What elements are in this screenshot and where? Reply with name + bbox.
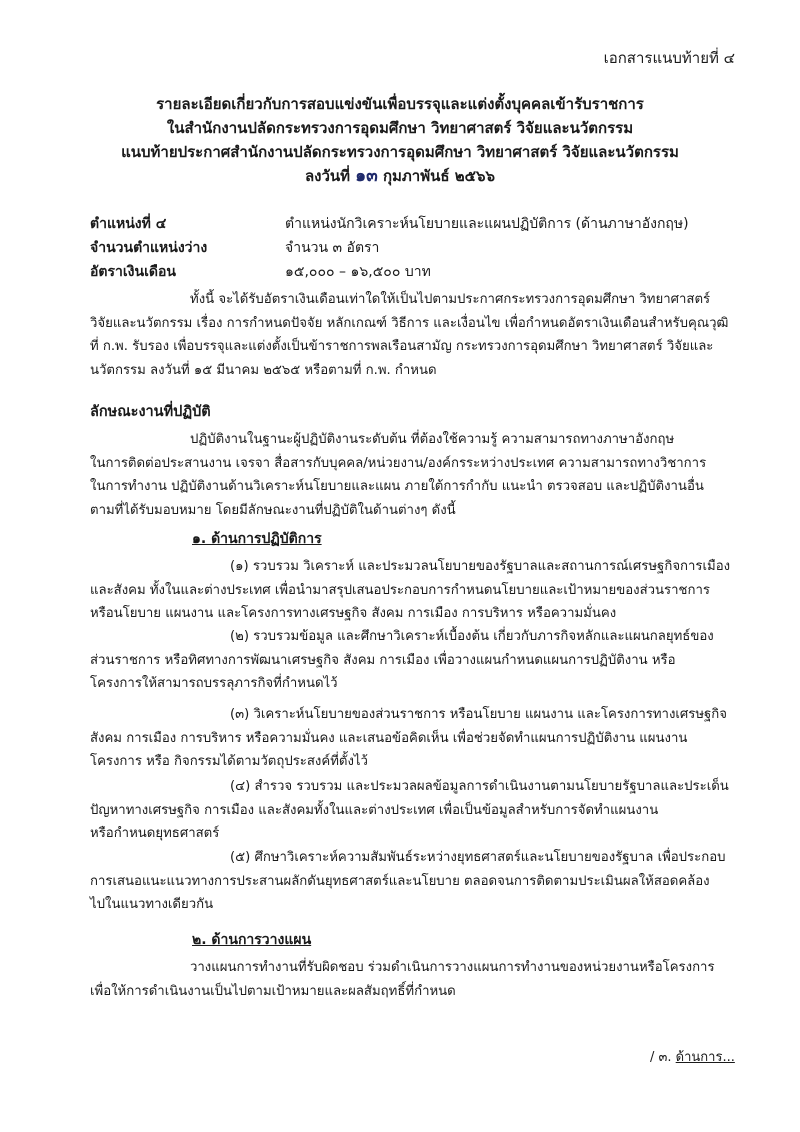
text-line: ตามที่ได้รับมอบหมาย โดยมีลักษณะงานที่ปฏิบัติในด้านต่างๆ ดังนี้ — [90, 502, 456, 518]
title-line-3: แนบท้ายประกาศสำนักงานปลัดกระทรวงการอุดมศึกษา วิทยาศาสตร์ วิจัยและนวัตกรรม — [121, 143, 679, 161]
text-line: (๑) รวบรวม วิเคราะห์ และประมวลนโยบายของรัฐบาลและสถานการณ์เศรษฐกิจการเมือง — [230, 559, 731, 574]
text-line: ไปในแนวทางเดียวกัน — [90, 897, 214, 912]
salary-note-paragraph — [90, 288, 730, 382]
date-rest: กุมภาพันธ์ ๒๕๖๖ — [382, 167, 496, 185]
date-day: ๑๓ — [355, 166, 378, 186]
info-label: จำนวนตำแหน่งว่าง — [90, 240, 208, 256]
text-line: ทั้งนี้ จะได้รับอัตราเงินเดือนเท่าใดให้เป็นไปตามประกาศกระทรวงการอุดมศึกษา วิทยาศาสตร์ — [190, 292, 711, 307]
continuation-text: ด้านการ... — [675, 1050, 735, 1065]
text-line: ในการทำงาน ปฏิบัติงานด้านวิเคราะห์นโยบายและแผน ภายใต้การกำกับ แนะนำ ตรวจสอบ และปฏิบัติงานอื่น — [90, 479, 704, 494]
text-line: โครงการให้สามารถบรรลุภารกิจที่กำหนดไว้ — [90, 676, 338, 691]
job-intro-paragraph — [90, 428, 730, 522]
date-prefix: ลงวันที่ — [304, 167, 351, 185]
info-value: ๑๕,๐๐๐ – ๑๖,๕๐๐ บาท — [285, 264, 431, 280]
text-line: สังคม การเมือง การบริหาร หรือความมั่นคง และเสนอข้อคิดเห็น เพื่อช่วยจัดทำแผนการปฏิบัติงาน แผนงาน — [90, 730, 688, 746]
title-line-2: ในสำนักงานปลัดกระทรวงการอุดมศึกษา วิทยาศาสตร์ วิจัยและนวัตกรรม — [166, 119, 634, 137]
title-date — [0, 164, 800, 188]
section-1-item-5 — [90, 846, 730, 917]
text-line: ปฏิบัติงานในฐานะผู้ปฏิบัติงานระดับต้น ที่ต้องใช้ความรู้ ความสามารถทางภาษาอังกฤษ — [190, 432, 675, 447]
text-line: (๒) รวบรวมข้อมูล และศึกษาวิเคราะห์เบื้องต้น เกี่ยวกับภารกิจหลักและแผนกลยุทธ์ของ — [230, 629, 714, 644]
text-line: (๓) วิเคราะห์นโยบายของส่วนราชการ หรือนโยบาย แผนงาน และโครงการทางเศรษฐกิจ — [230, 707, 728, 722]
text-line: โครงการ หรือ กิจกรรมได้ตามวัตถุประสงค์ที่ตั้งไว้ — [90, 754, 368, 769]
document-title — [0, 92, 800, 188]
section-1-item-3 — [90, 703, 730, 774]
text-line: ในการติดต่อประสานงาน เจรจา สื่อสารกับบุคคล/หน่วยงาน/องค์กรระหว่างประเทศ ความสามารถทางวิชาการ — [90, 455, 707, 471]
section-2-paragraph — [90, 956, 730, 1003]
text-line: (๕) ศึกษาวิเคราะห์ความสัมพันธ์ระหว่างยุทธศาสตร์และนโยบายของรัฐบาล เพื่อประกอบ — [230, 850, 726, 865]
text-line: และสังคม ทั้งในและต่างประเทศ เพื่อนำมาสรุปเสนอประกอบการกำหนดนโยบายและเป้าหมายของส่วนราชการ — [90, 582, 710, 598]
section-1-item-1 — [90, 555, 730, 626]
info-row-salary — [90, 260, 689, 284]
text-line: นวัตกรรม ลงวันที่ ๑๕ มีนาคม ๒๕๖๕ หรือตามที่ ก.พ. กำหนด — [90, 362, 437, 378]
info-value: จำนวน ๓ อัตรา — [285, 240, 380, 256]
section-1-item-2 — [90, 625, 730, 696]
info-label: อัตราเงินเดือน — [90, 264, 176, 280]
text-line: หรือกำหนดยุทธศาสตร์ — [90, 826, 220, 841]
page-continuation — [650, 1046, 735, 1067]
text-line: ที่ ก.พ. รับรอง เพื่อบรรจุและแต่งตั้งเป็นข้าราชการพลเรือนสามัญ กระทรวงการอุดมศึกษา วิทยาศาสตร์ วิจัยและ — [90, 339, 714, 354]
text-line: วางแผนการทำงานที่รับผิดชอบ ร่วมดำเนินการวางแผนการทำงานของหน่วยงานหรือโครงการ — [190, 960, 715, 975]
info-label: ตำแหน่งที่ ๔ — [90, 216, 167, 232]
info-value: ตำแหน่งนักวิเคราะห์นโยบายและแผนปฏิบัติการ (ด้านภาษาอังกฤษ) — [285, 216, 689, 232]
position-info-table — [90, 212, 689, 284]
continuation-prefix: / ๓. — [650, 1050, 672, 1065]
text-line: วิจัยและนวัตกรรม เรื่อง การกำหนดปัจจัย หลักเกณฑ์ วิธีการ และเงื่อนไข เพื่อกำหนดอัตราเงินเดือนสำหรับคุณวุฒิ — [90, 315, 729, 331]
text-line: หรือนโยบาย แผนงาน และโครงการทางเศรษฐกิจ สังคม การเมือง การบริหาร หรือความมั่นคง — [90, 606, 617, 621]
attachment-label: เอกสารแนบท้ายที่ ๔ — [603, 49, 735, 67]
text-line: (๔) สำรวจ รวบรวม และประมวลผลข้อมูลการดำเนินงานตามนโยบายรัฐบาลและประเด็น — [230, 779, 729, 794]
info-row-position — [90, 212, 689, 236]
job-description-heading: ลักษณะงานที่ปฏิบัติ — [90, 404, 211, 420]
section-2-heading: ๒. ด้านการวางแผน — [192, 932, 312, 948]
info-row-vacancies — [90, 236, 689, 260]
text-line: ปัญหาทางเศรษฐกิจ การเมือง และสังคมทั้งในและต่างประเทศ เพื่อเป็นข้อมูลสำหรับการจัดทำแผนงาน — [90, 802, 659, 818]
text-line: ส่วนราชการ หรือทิศทางการพัฒนาเศรษฐกิจ สังคม การเมือง เพื่อวางแผนกำหนดแผนการปฏิบัติงาน หรือ — [90, 652, 676, 668]
title-line-1: รายละเอียดเกี่ยวกับการสอบแข่งขันเพื่อบรรจุและแต่งตั้งบุคคลเข้ารับราชการ — [156, 95, 644, 113]
section-1-item-4 — [90, 775, 730, 846]
text-line: เพื่อให้การดำเนินงานเป็นไปตามเป้าหมายและผลสัมฤทธิ์ที่กำหนด — [90, 983, 456, 999]
text-line: การเสนอแนะแนวทางการประสานผลักดันยุทธศาสตร์และนโยบาย ตลอดจนการติดตามประเมินผลให้สอดคล้อง — [90, 873, 710, 889]
section-1-heading: ๑. ด้านการปฏิบัติการ — [192, 531, 322, 547]
